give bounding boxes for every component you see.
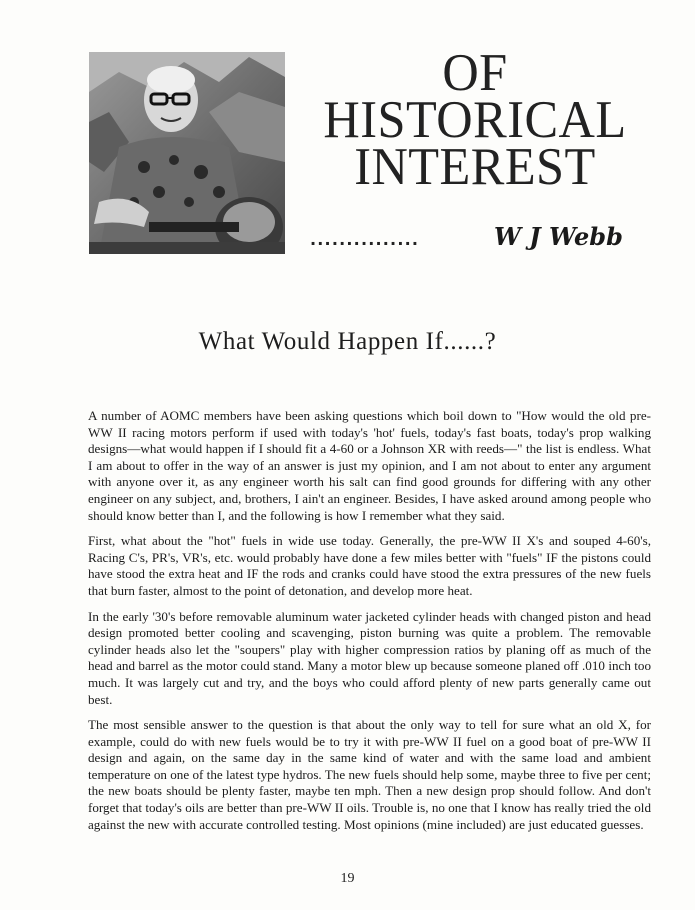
paragraph: In the early '30's before removable aluminum water jacketed cylinder heads with changed piston and head design promoted better cooling and scavenging, piston burning was quite a problem. The removable cylinder heads also let the "soupers" play with higher compression ratios by planing off as much of the head and barrel as the motor could stand. Many a motor blew up because someone planed off .010 inch too much. It was largely cut and try, and the boys who could afford plenty of new parts generally came out best. [88,608,651,707]
article-subtitle: What Would Happen If......? [198,328,497,355]
article-title [300,44,650,196]
title-line-2: HISTORICAL [323,91,627,149]
article-body [88,408,651,842]
byline-leader-dots: ............... [310,230,420,249]
page-number: 19 [340,871,355,886]
paragraph: A number of AOMC members have been asking questions which boil down to "How would the old pre-WW II racing motors perform if used with today's 'hot' fuels, today's fast boats, today's prop walking designs—what would happen if I should fit a 4-60 or a Johnson XR with reeds—" the list is endless. What I am about to offer in the way of an answer is just my opinion, and I am not about to enter any argument with anyone over it, as any engineer worth his salt can find good grounds for differing with any other engineer on any subject, and, brothers, I ain't an engineer. Besides, I have asked around among people who should know better than I, and the following is how I remember what they said. [88,408,651,523]
author-photo-image [89,52,285,254]
paragraph: First, what about the "hot" fuels in wide use today. Generally, the pre-WW II X's and souped 4-60's, Racing C's, PR's, VR's, etc. would probably have done a few miles better with "fuels" IF the pistons could have stood the extra heat and IF the rods and cranks could have stood the extra pressures of the new fuels that burn faster, almost to the point of detonation, and develop more heat. [88,533,651,598]
title-line-1: OF [442,44,508,102]
author-photo [89,52,285,254]
title-line-3: INTEREST [354,138,596,196]
author-name: W J Webb [494,222,623,251]
byline [310,222,640,256]
paragraph: The most sensible answer to the question is that about the only way to tell for sure what an old X, for example, could do with new fuels would be to try it with pre-WW II fuel on a good boat of pre-WW II design and again, on the same day in the same kind of water and with the same load and ambient temperature on one of the latest type hydros. The new fuels should help some, maybe three to five per cent; the new boats should be plenty faster, maybe ten mph. Then a new design prop should follow. And don't forget that today's oils are better than pre-WW II oils. Trouble is, no one that I know has really tried the old against the new with accurate controlled testing. Most opinions (mine included) are just educated guesses. [88,717,651,832]
